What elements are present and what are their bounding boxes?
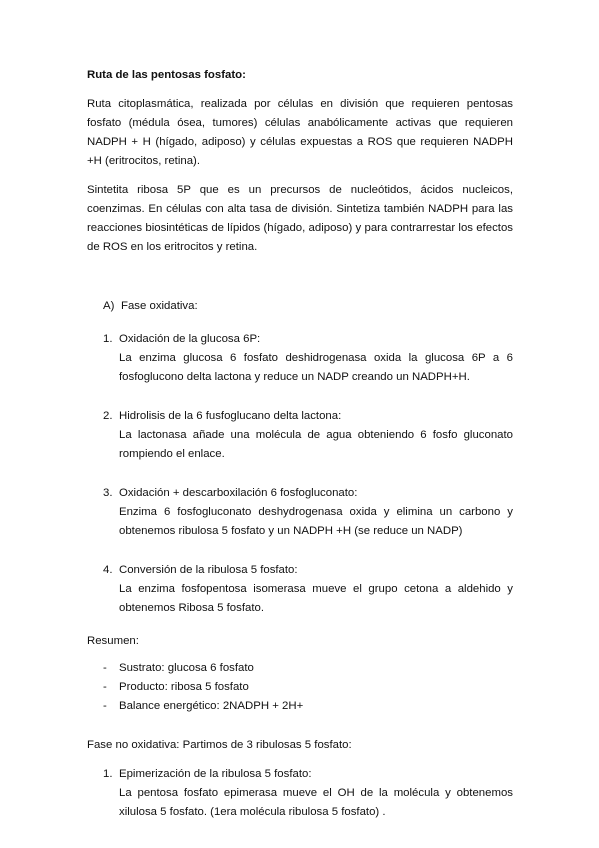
- document-page: [87, 60, 513, 842]
- step-title: Oxidación + descarboxilación 6 fosfogluconato:: [119, 487, 358, 499]
- step-title: Epimerización de la ribulosa 5 fosfato:: [119, 768, 312, 780]
- intro-paragraph: Ruta citoplasmática, realizada por células en división que requieren pentosas fosfato (médula ósea, tumores) células anabólicamente activas que requieren NADPH + H (hígado, adiposo) y células expuestas a ROS que requieren NADPH +H (eritrocitos, retina).: [87, 98, 513, 167]
- list-marker: 3.: [103, 487, 113, 499]
- step-title: Hidrolisis de la 6 fusfoglucano delta lactona:: [119, 410, 342, 422]
- summary-item: [103, 697, 513, 716]
- list-marker: 2.: [103, 410, 113, 422]
- list-marker: 4.: [103, 564, 113, 576]
- step-description: La enzima fosfopentosa isomerasa mueve el grupo cetona a aldehido y obtenemos Ribosa 5 fosfato.: [119, 583, 513, 614]
- step-description: La pentosa fosfato epimerasa mueve el OH de la molécula y obtenemos xilulosa 5 fosfato. (1era molécula ribulosa 5 fosfato) .: [119, 787, 513, 818]
- synthesis-paragraph: Sintetita ribosa 5P que es un precursos de nucleótidos, ácidos nucleicos, coenzimas. En células con alta tasa de división. Sintetiza también NADPH para las reacciones biosintéticas de lípidos (hígado, adiposo) y para contrarrestar los efectos de ROS en los eritrocitos y retina.: [87, 184, 513, 253]
- list-item: [103, 484, 513, 541]
- list-marker: 1.: [103, 333, 113, 345]
- bullet-dash: -: [103, 662, 107, 674]
- section-title: Ruta de las pentosas fosfato:: [87, 69, 246, 81]
- list-item: [103, 407, 513, 464]
- summary-item: [103, 659, 513, 678]
- list-marker: A): [103, 300, 115, 312]
- list-item: [103, 561, 513, 618]
- summary-item: [103, 678, 513, 697]
- summary-text: Producto: ribosa 5 fosfato: [119, 681, 249, 693]
- phase-label: Fase oxidativa:: [121, 300, 198, 312]
- list-item: [103, 330, 513, 387]
- summary-list: [103, 659, 513, 716]
- summary-title: Resumen:: [87, 635, 139, 647]
- list-marker: 1.: [103, 768, 113, 780]
- bullet-dash: -: [103, 681, 107, 693]
- step-title: Conversión de la ribulosa 5 fosfato:: [119, 564, 298, 576]
- summary-text: Sustrato: glucosa 6 fosfato: [119, 662, 254, 674]
- list-item: [103, 765, 513, 822]
- step-description: Enzima 6 fosfogluconato deshydrogenasa oxida y elimina un carbono y obtenemos ribulosa 5 fosfato y un NADPH +H (se reduce un NADP): [119, 506, 513, 537]
- step-description: La lactonasa añade una molécula de agua obteniendo 6 fosfo gluconato rompiendo el enlace.: [119, 429, 513, 460]
- spacer: [87, 267, 513, 297]
- summary-text: Balance energético: 2NADPH + 2H+: [119, 700, 304, 712]
- bullet-dash: -: [103, 700, 107, 712]
- phase-non-oxidative-heading: Fase no oxidativa: Partimos de 3 ribulosas 5 fosfato:: [87, 739, 352, 751]
- step-title: Oxidación de la glucosa 6P:: [119, 333, 261, 345]
- phase-oxidative-heading: [103, 297, 513, 316]
- step-description: La enzima glucosa 6 fosfato deshidrogenasa oxida la glucosa 6P a 6 fosfoglucono delta lactona y reduce un NADP creando un NADPH+H.: [119, 352, 513, 383]
